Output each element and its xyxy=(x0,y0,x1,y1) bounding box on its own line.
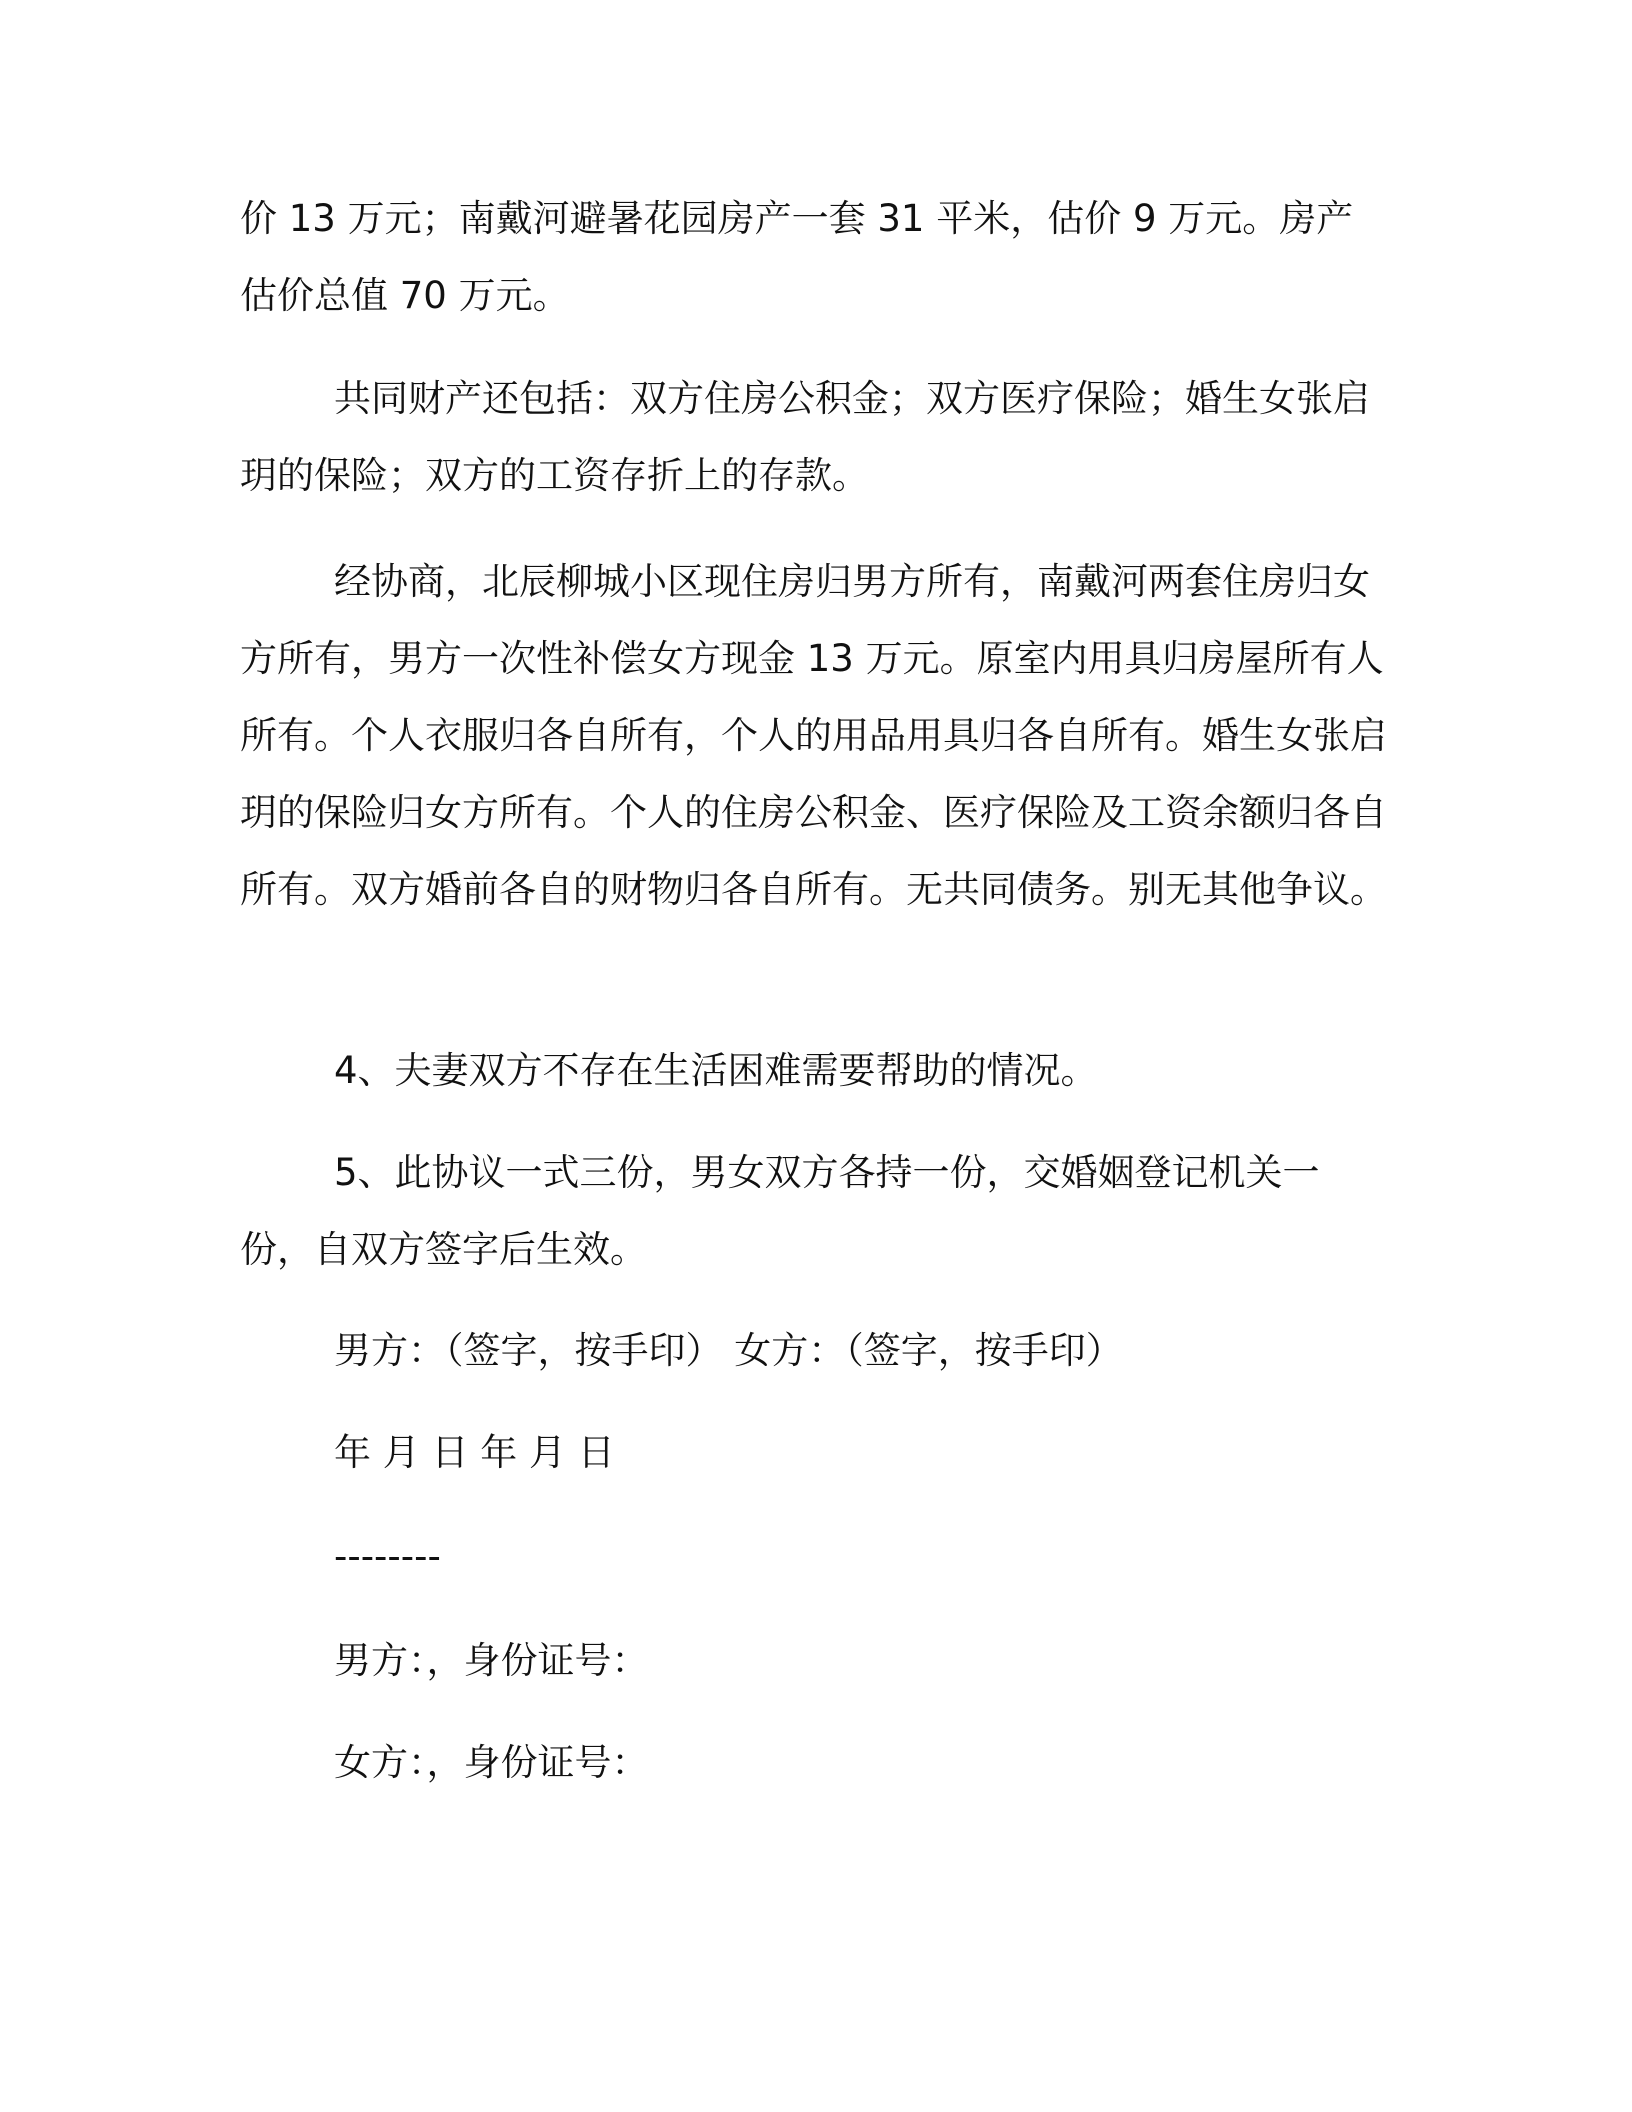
clause-5: 5、此协议一式三份，男女双方各持一份，交婚姻登记机关一份，自双方签字后生效。 xyxy=(240,1151,1320,1271)
signature-line: 男方：（签字，按手印） 女方：（签字，按手印） xyxy=(334,1329,1123,1372)
male-id-line: 男方：，身份证号： xyxy=(334,1639,649,1682)
separator-line: -------- xyxy=(334,1535,441,1578)
paragraph-joint-property: 共同财产还包括：双方住房公积金；双方医疗保险；婚生女张启玥的保险；双方的工资存折上的存款。 xyxy=(240,377,1370,497)
female-id-line: 女方：，身份证号： xyxy=(334,1741,649,1784)
paragraph-property-division: 经协商，北辰柳城小区现住房归男方所有，南戴河两套住房归女方所有，男方一次性补偿女方现金 13 万元。原室内用具归房屋所有人所有。个人衣服归各自所有，个人的用品用具归各自所有。婚生女张启玥的保险归女方所有。个人的住房公积金、医疗保险及工资余额归各自所有。双方婚前各自的财物归各自所有。无共同债务。别无其他争议。 xyxy=(240,560,1387,911)
clause-4: 4、夫妻双方不存在生活困难需要帮助的情况。 xyxy=(334,1049,1098,1092)
date-line: 年 月 日 年 月 日 xyxy=(334,1431,615,1474)
paragraph-property-valuation: 价 13 万元；南戴河避暑花园房产一套 31 平米，估价 9 万元。房产估价总值 70 万元。 xyxy=(240,197,1354,317)
